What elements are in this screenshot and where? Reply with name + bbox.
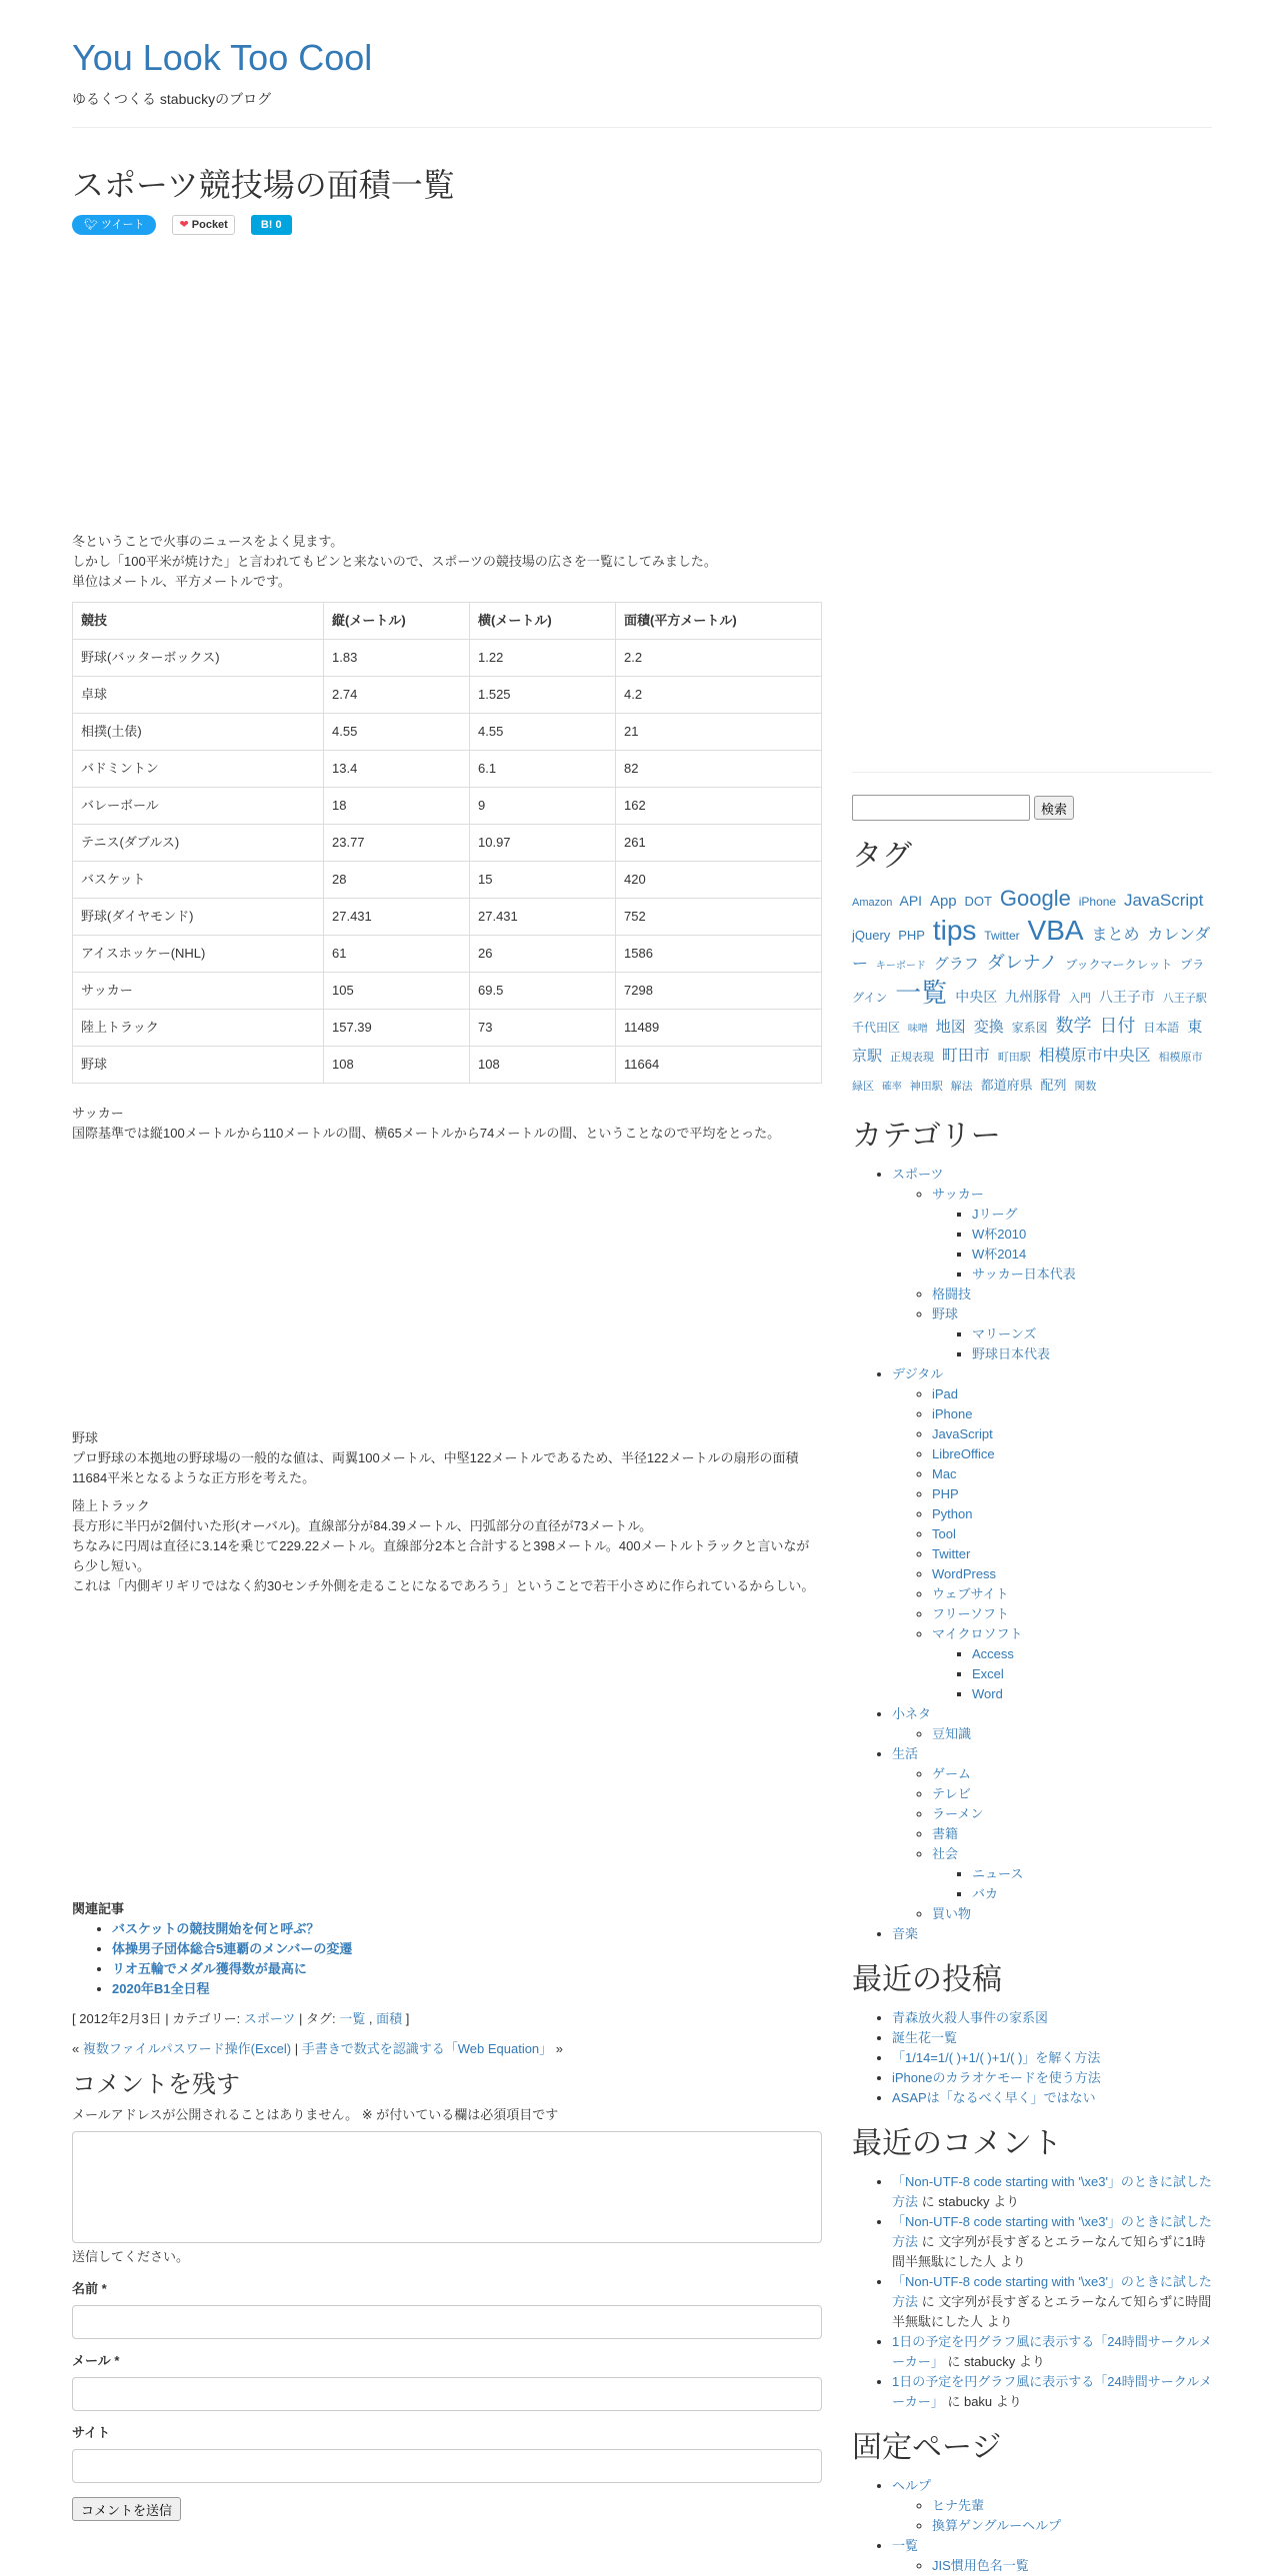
- list-item: [972, 1644, 1212, 1664]
- table-cell: 2.2: [616, 640, 822, 677]
- header-divider: [72, 127, 1212, 128]
- recent-comments-list: [852, 2172, 1212, 2412]
- search-form: [852, 795, 1212, 821]
- intro-line: 単位はメートル、平方メートルです。: [72, 574, 291, 589]
- table-cell: 26: [470, 936, 616, 973]
- tag-link[interactable]: Google: [999, 886, 1071, 911]
- tag-link[interactable]: API: [899, 893, 923, 909]
- tag-link[interactable]: 一覧: [339, 2011, 366, 2026]
- list-item: [112, 1939, 822, 1959]
- tag-link[interactable]: 八王子市: [1098, 989, 1155, 1005]
- list-item: [972, 1324, 1212, 1344]
- table-cell: 73: [470, 1010, 616, 1047]
- table-cell: 野球: [73, 1047, 324, 1084]
- tag-link[interactable]: 入門: [1068, 993, 1091, 1005]
- page-link[interactable]: 換算ゲングルーヘルプ: [932, 2518, 1062, 2533]
- tag-link[interactable]: カレンダー: [852, 927, 1211, 973]
- related-link[interactable]: 2020年B1全日程: [112, 1981, 210, 1996]
- category-link[interactable]: 野球日本代表: [972, 1346, 1051, 1361]
- list-item: [112, 1959, 822, 1979]
- list-item: [972, 1245, 1212, 1265]
- page-link[interactable]: 一覧: [892, 2538, 919, 2553]
- note-title: サッカー: [72, 1106, 124, 1121]
- tag-cloud: [852, 885, 1212, 1101]
- table-cell: テニス(ダブルス): [73, 825, 324, 862]
- list-item: [972, 1664, 1212, 1684]
- category-link[interactable]: iPhone: [932, 1406, 973, 1421]
- category-link[interactable]: Word: [972, 1686, 1003, 1701]
- recent-post-link[interactable]: 「1/14=1/( )+1/( )+1/( )」を解く方法: [892, 2050, 1101, 2065]
- category-link[interactable]: サッカー日本代表: [972, 1267, 1076, 1282]
- tag-link[interactable]: 千代田区: [852, 1021, 901, 1035]
- list-item: [932, 2516, 1212, 2536]
- category-link[interactable]: WordPress: [932, 1566, 997, 1581]
- list-item: [932, 1424, 1212, 1444]
- list-item: [932, 1484, 1212, 1504]
- category-link[interactable]: 生活: [892, 1746, 919, 1761]
- pocket-icon: ❤: [179, 219, 192, 231]
- category-link[interactable]: iPad: [932, 1386, 959, 1401]
- category-link[interactable]: ニュース: [972, 1866, 1024, 1881]
- email-input[interactable]: [72, 2377, 822, 2411]
- table-cell: 4.55: [324, 714, 470, 751]
- comment-post-link[interactable]: 「Non-UTF-8 code starting with '\xe3'」のときに試した方法: [892, 2214, 1212, 2249]
- table-row: [73, 677, 822, 714]
- list-item: [892, 1165, 1212, 1364]
- post-navigation: « 複数ファイルパスワード操作(Excel) | 手書きで数式を認識する「Web Equation」 »: [72, 2041, 564, 2056]
- table-cell: 21: [616, 714, 822, 751]
- search-input[interactable]: [852, 795, 1030, 821]
- tag-link[interactable]: 中央区: [955, 989, 998, 1005]
- list-item: [892, 1924, 1212, 1944]
- table-cell: 野球(バッターボックス): [73, 640, 324, 677]
- list-item: [932, 1904, 1212, 1924]
- table-cell: 162: [616, 788, 822, 825]
- table-row: [73, 936, 822, 973]
- list-item: [972, 1205, 1212, 1225]
- table-cell: 69.5: [470, 973, 616, 1010]
- site-input[interactable]: [72, 2449, 822, 2483]
- table-row: [73, 973, 822, 1010]
- list-item: [932, 1724, 1212, 1744]
- tag-link[interactable]: 変換: [973, 1019, 1004, 1036]
- category-link[interactable]: テレビ: [932, 1786, 971, 1801]
- share-buttons: [72, 214, 822, 236]
- list-item: [932, 1285, 1212, 1304]
- category-link[interactable]: ラーメン: [932, 1806, 984, 1821]
- table-cell: 4.2: [616, 677, 822, 714]
- tag-link[interactable]: 八王子駅: [1162, 993, 1207, 1005]
- category-link[interactable]: 音楽: [892, 1926, 919, 1941]
- table-cell: 4.55: [470, 714, 616, 751]
- table-cell: 61: [324, 936, 470, 973]
- category-link[interactable]: W杯2010: [972, 1227, 1027, 1242]
- intro-line: しかし「100平米が焼けた」と言われてもピンと来ないので、スポーツの競技場の広さを一覧にしてみました。: [72, 554, 717, 569]
- post-intro: [72, 532, 822, 592]
- tag-link[interactable]: iPhone: [1078, 895, 1117, 909]
- list-item: [932, 1564, 1212, 1584]
- recent-posts-list: [852, 2008, 1212, 2108]
- comment-post-link[interactable]: 1日の予定を円グラフ風に表示する「24時間サークルメーカー」: [892, 2374, 1212, 2409]
- table-cell: 7298: [616, 973, 822, 1010]
- comment-post-link[interactable]: 「Non-UTF-8 code starting with '\xe3'」のときに試した方法: [892, 2174, 1212, 2209]
- tag-link[interactable]: キーボード: [875, 961, 926, 972]
- category-link[interactable]: Mac: [932, 1466, 957, 1481]
- tag-link[interactable]: ダレナノ: [986, 953, 1058, 973]
- table-cell: 6.1: [470, 751, 616, 788]
- table-cell: 105: [324, 973, 470, 1010]
- list-item: [892, 1744, 1212, 1924]
- tag-link[interactable]: 配列: [1040, 1078, 1067, 1093]
- recent-posts-title: 最近の投稿: [852, 1963, 1002, 1996]
- sidebar-divider: [852, 772, 1212, 773]
- tag-link[interactable]: 面積: [376, 2011, 403, 2026]
- table-cell: 27.431: [324, 899, 470, 936]
- tag-link[interactable]: tips: [932, 915, 977, 946]
- table-row: [73, 640, 822, 677]
- tag-link[interactable]: 確率: [881, 1082, 902, 1093]
- table-cell: 卓球: [73, 677, 324, 714]
- list-item: [932, 1544, 1212, 1564]
- list-item: [972, 1864, 1212, 1884]
- list-item: [932, 1524, 1212, 1544]
- related-link[interactable]: バスケットの競技開始を何と呼ぶ？: [112, 1921, 320, 1936]
- table-row: [73, 1047, 822, 1084]
- categories-title: カテゴリー: [852, 1120, 1001, 1153]
- name-label: 名前 *: [72, 2281, 107, 2296]
- list-item: [892, 2088, 1212, 2108]
- table-cell: 1586: [616, 936, 822, 973]
- page-link[interactable]: ヒナ先輩: [932, 2498, 985, 2513]
- table-row: [73, 899, 822, 936]
- tag-link[interactable]: 味噌: [907, 1024, 928, 1035]
- category-link[interactable]: 格闘技: [932, 1287, 972, 1301]
- tag-link[interactable]: 相模原市中央区: [1038, 1048, 1151, 1065]
- column-header: 面積(平方メートル): [616, 603, 822, 640]
- list-item: [932, 1844, 1212, 1904]
- tag-link[interactable]: 都道府県: [980, 1078, 1033, 1093]
- table-row: [73, 788, 822, 825]
- list-item: [892, 2068, 1212, 2088]
- category-link[interactable]: バカ: [972, 1886, 999, 1901]
- tag-link[interactable]: グラフ: [933, 956, 979, 973]
- site-description: ゆるくつくる stabuckyのブログ: [72, 91, 272, 107]
- table-cell: 28: [324, 862, 470, 899]
- page-link[interactable]: ヘルプ: [892, 2478, 932, 2493]
- site-title[interactable]: You Look Too Cool: [72, 37, 373, 78]
- list-item: [892, 2048, 1212, 2068]
- category-link[interactable]: Excel: [972, 1666, 1004, 1681]
- track-note: 陸上トラック 長方形に半円が2個付いた形(オーバル)。直線部分が84.39メートル、円弧部分の直径が73メートル。 ちなみに円周は直径に3.14を乗じて229.22メートル。直線部分2本と合計すると398メートル。400メートルトラックと言いながら少し短い。 これは「内側ギリギリではなく約30センチ外側を走ることになるであろう」ということで若干小さめに作られているからしい。: [72, 1498, 815, 1593]
- list-item: [932, 2496, 1212, 2516]
- tag-link[interactable]: 九州豚骨: [1005, 989, 1062, 1005]
- table-cell: 11664: [616, 1047, 822, 1084]
- table-header-row: [73, 603, 822, 640]
- table-cell: 261: [616, 825, 822, 862]
- ad-space: [72, 1144, 822, 1428]
- list-item: • 1日の予定を円グラフ風に表示する「24時間サークルメーカー」 に stabucky より: [892, 2332, 1212, 2372]
- related-link[interactable]: リオ五輪でメダル獲得数が最高に: [112, 1961, 307, 1976]
- tag-link[interactable]: 相模原市緑区: [852, 1052, 1203, 1093]
- tag-link[interactable]: 町田市: [941, 1048, 990, 1065]
- list-item: [892, 1704, 1212, 1744]
- main-content: [72, 160, 822, 2521]
- table-cell: 23.77: [324, 825, 470, 862]
- list-item: [972, 1684, 1212, 1704]
- column-header: 競技: [73, 603, 324, 640]
- table-row: [73, 714, 822, 751]
- tag-link[interactable]: 家系図: [1011, 1021, 1048, 1035]
- table-cell: 2.74: [324, 677, 470, 714]
- tag-link[interactable]: 町田駅: [997, 1052, 1031, 1064]
- recent-post-link[interactable]: ASAPは「なるべく早く」ではない: [892, 2090, 1096, 2105]
- table-row: [73, 751, 822, 788]
- tag-link[interactable]: Twitter: [984, 929, 1020, 943]
- area-table: [72, 602, 822, 1084]
- list-item: [972, 1225, 1212, 1245]
- category-link[interactable]: JavaScript: [932, 1426, 993, 1441]
- category-link[interactable]: 野球: [932, 1306, 959, 1321]
- table-cell: サッカー: [73, 973, 324, 1010]
- list-item: [892, 2008, 1212, 2028]
- list-item: [932, 1384, 1212, 1404]
- category-link[interactable]: ゲーム: [932, 1766, 972, 1781]
- table-cell: 1.525: [470, 677, 616, 714]
- site-label: サイト: [72, 2425, 111, 2440]
- comment-form-note: メールアドレスが公開されることはありません。 ※ が付いている欄は必須項目です: [72, 2107, 559, 2122]
- baseball-note: 野球 プロ野球の本拠地の野球場の一般的な値は、両翼100メートル、中堅122メートルであるため、半径122メートルの扇形の面積11684平米となるような正方形を考えた。: [72, 1430, 799, 1485]
- table-cell: バレーボール: [73, 788, 324, 825]
- list-item: [932, 1624, 1212, 1704]
- category-link[interactable]: デジタル: [892, 1366, 944, 1381]
- category-link[interactable]: Access: [972, 1646, 1014, 1661]
- category-link[interactable]: スポーツ: [892, 1167, 944, 1182]
- comment-post-link[interactable]: 1日の予定を円グラフ風に表示する「24時間サークルメーカー」: [892, 2334, 1212, 2369]
- name-input[interactable]: [72, 2305, 822, 2339]
- category-link[interactable]: ウェブサイト: [932, 1586, 1009, 1601]
- table-cell: アイスホッケー(NHL): [73, 936, 324, 973]
- table-cell: 野球(ダイヤモンド): [73, 899, 324, 936]
- list-item: [892, 2028, 1212, 2048]
- table-cell: 15: [470, 862, 616, 899]
- category-link[interactable]: Tool: [932, 1526, 956, 1541]
- list-item: • 「Non-UTF-8 code starting with '\xe3'」のときに試した方法 に 文字列が長すぎるとエラーなんて知らずに1時間半無駄にした人 より: [892, 2212, 1212, 2272]
- list-item: [892, 1364, 1212, 1704]
- tag-link[interactable]: PHP: [898, 928, 925, 943]
- prev-post-link[interactable]: 複数ファイルパスワード操作(Excel): [82, 2041, 292, 2056]
- list-item: [112, 1979, 822, 1999]
- table-row: [73, 825, 822, 862]
- sidebar: [852, 772, 1212, 2576]
- category-link[interactable]: Jリーグ: [972, 1207, 1018, 1222]
- table-cell: 1.83: [324, 640, 470, 677]
- tag-link[interactable]: VBA: [1027, 915, 1084, 946]
- list-item: • 「Non-UTF-8 code starting with '\xe3'」のときに試した方法 に stabucky より: [892, 2172, 1212, 2212]
- table-cell: 420: [616, 862, 822, 899]
- category-link[interactable]: サッカー: [932, 1187, 984, 1202]
- intro-line: 冬ということで火事のニュースをよく見ます。: [72, 534, 344, 549]
- list-item: [932, 2556, 1212, 2576]
- list-item: [972, 1884, 1212, 1904]
- table-cell: 1.22: [470, 640, 616, 677]
- list-item: • 「Non-UTF-8 code starting with '\xe3'」のときに試した方法 に 文字列が長すぎるとエラーなんて知らずに時間半無駄にした人 より: [892, 2272, 1212, 2332]
- tag-link[interactable]: App: [929, 893, 957, 910]
- category-link[interactable]: Python: [932, 1506, 973, 1521]
- tag-link[interactable]: 数学: [1055, 1016, 1092, 1036]
- table-cell: 27.431: [470, 899, 616, 936]
- list-item: [932, 1764, 1212, 1784]
- tag-link[interactable]: 一覧: [895, 978, 948, 1008]
- table-cell: 18: [324, 788, 470, 825]
- next-post-link[interactable]: 手書きで数式を認識する「Web Equation」: [301, 2041, 553, 2056]
- note-body: 国際基準では縦100メートルから110メートルの間、横65メートルから74メートルの間、ということなので平均をとった。: [72, 1126, 781, 1141]
- table-cell: 11489: [616, 1010, 822, 1047]
- table-cell: バスケット: [73, 862, 324, 899]
- tag-link[interactable]: 解法: [950, 1081, 973, 1093]
- page-link[interactable]: JIS慣用色名一覧: [932, 2558, 1029, 2573]
- list-item: [932, 1304, 1212, 1364]
- submit-comment-button[interactable]: コメントを送信: [72, 2497, 181, 2521]
- tag-link[interactable]: 地図: [935, 1019, 966, 1036]
- twitter-bird-icon: 🐦︎: [84, 219, 102, 231]
- list-item: [932, 1404, 1212, 1424]
- recent-comments-title: 最近のコメント: [852, 2127, 1062, 2160]
- category-link[interactable]: マリーンズ: [972, 1326, 1037, 1341]
- tag-link[interactable]: 正規表現: [889, 1052, 934, 1064]
- list-item: • 1日の予定を円グラフ風に表示する「24時間サークルメーカー」 に baku より: [892, 2372, 1212, 2412]
- pages-list: [852, 2476, 1212, 2576]
- category-link[interactable]: LibreOffice: [932, 1446, 995, 1461]
- pocket-button[interactable]: ❤ Pocket: [172, 215, 234, 235]
- related-link[interactable]: 体操男子団体総合5連覇のメンバーの変遷: [112, 1941, 353, 1956]
- tag-link[interactable]: DOT: [964, 894, 992, 909]
- list-item: [932, 1444, 1212, 1464]
- send-hint: 送信してください。: [72, 2249, 190, 2264]
- category-link[interactable]: スポーツ: [243, 2011, 296, 2026]
- tags-title: タグ: [852, 840, 912, 873]
- category-link[interactable]: 小ネタ: [892, 1706, 932, 1721]
- list-item: [932, 1464, 1212, 1484]
- recent-post-link[interactable]: 青森放火殺人事件の家系図: [892, 2010, 1049, 2025]
- table-cell: 9: [470, 788, 616, 825]
- table-row: [73, 1010, 822, 1047]
- hatena-bookmark-button[interactable]: B! 0: [251, 215, 292, 235]
- column-header: 横(メートル): [470, 603, 616, 640]
- related-title: 関連記事: [72, 1901, 125, 1916]
- table-row: [73, 862, 822, 899]
- category-link[interactable]: PHP: [932, 1486, 959, 1501]
- tag-link[interactable]: jQuery: [852, 928, 891, 943]
- table-cell: 752: [616, 899, 822, 936]
- list-item: [972, 1344, 1212, 1364]
- ad-space: [72, 236, 822, 532]
- list-item: [112, 1919, 822, 1939]
- tag-link[interactable]: プラグイン: [852, 958, 1205, 1005]
- column-header: 縦(メートル): [324, 603, 470, 640]
- post-title: スポーツ競技場の面積一覧: [72, 167, 455, 203]
- table-cell: 82: [616, 751, 822, 788]
- recent-post-link[interactable]: 誕生花一覧: [892, 2030, 958, 2045]
- tag-link[interactable]: 神田駅: [909, 1081, 943, 1093]
- category-link[interactable]: 書籍: [932, 1826, 959, 1841]
- category-link[interactable]: マイクロソフト: [932, 1626, 1023, 1641]
- list-item: [932, 1504, 1212, 1524]
- related-posts: [72, 1899, 822, 1999]
- table-cell: 相撲(土俵): [73, 714, 324, 751]
- soccer-note: [72, 1104, 822, 1144]
- list-item: [932, 1185, 1212, 1285]
- tag-link[interactable]: 日本語: [1143, 1021, 1180, 1035]
- table-cell: 13.4: [324, 751, 470, 788]
- category-list: [852, 1165, 1212, 1944]
- tweet-button[interactable]: 🐦︎ ツイート: [72, 215, 156, 235]
- comment-textarea[interactable]: [72, 2131, 822, 2243]
- category-link[interactable]: フリーソフト: [932, 1606, 1009, 1621]
- recent-post-link[interactable]: iPhoneのカラオケモードを使う方法: [892, 2070, 1101, 2085]
- category-link[interactable]: Twitter: [932, 1546, 971, 1561]
- list-item: [932, 1824, 1212, 1844]
- list-item: [972, 1265, 1212, 1285]
- table-cell: 10.97: [470, 825, 616, 862]
- post-meta: [ 2012年2月3日 | カテゴリー: スポーツ | タグ: 一覧 , 面積 ]: [72, 2011, 410, 2026]
- tag-link[interactable]: ブックマークレット: [1065, 958, 1173, 972]
- table-cell: 108: [470, 1047, 616, 1084]
- tag-link[interactable]: 関数: [1074, 1081, 1097, 1093]
- list-item: [932, 1784, 1212, 1804]
- ad-space: [72, 1604, 822, 1899]
- pages-title: 固定ページ: [852, 2431, 1002, 2464]
- tag-link[interactable]: まとめ: [1091, 927, 1140, 944]
- list-item: [932, 1804, 1212, 1824]
- tag-link[interactable]: JavaScript: [1124, 891, 1204, 910]
- category-link[interactable]: 社会: [932, 1846, 959, 1861]
- list-item: [892, 2476, 1212, 2536]
- search-button[interactable]: 検索: [1034, 796, 1074, 820]
- tag-link[interactable]: 日付: [1099, 1016, 1136, 1036]
- category-link[interactable]: W杯2014: [972, 1247, 1027, 1262]
- email-label: メール *: [72, 2353, 120, 2368]
- table-cell: バドミントン: [73, 751, 324, 788]
- list-item: [932, 1584, 1212, 1604]
- category-link[interactable]: 豆知識: [932, 1726, 972, 1741]
- table-cell: 108: [324, 1047, 470, 1084]
- category-link[interactable]: 買い物: [932, 1906, 972, 1921]
- table-cell: 陸上トラック: [73, 1010, 324, 1047]
- comment-post-link[interactable]: 「Non-UTF-8 code starting with '\xe3'」のときに試した方法: [892, 2274, 1212, 2309]
- comment-form-title: コメントを残す: [72, 2071, 240, 2098]
- table-cell: 157.39: [324, 1010, 470, 1047]
- tag-link[interactable]: Amazon: [852, 897, 893, 909]
- list-item: [932, 1604, 1212, 1624]
- tag-link[interactable]: 東京駅: [852, 1019, 1203, 1065]
- list-item: [892, 2536, 1212, 2576]
